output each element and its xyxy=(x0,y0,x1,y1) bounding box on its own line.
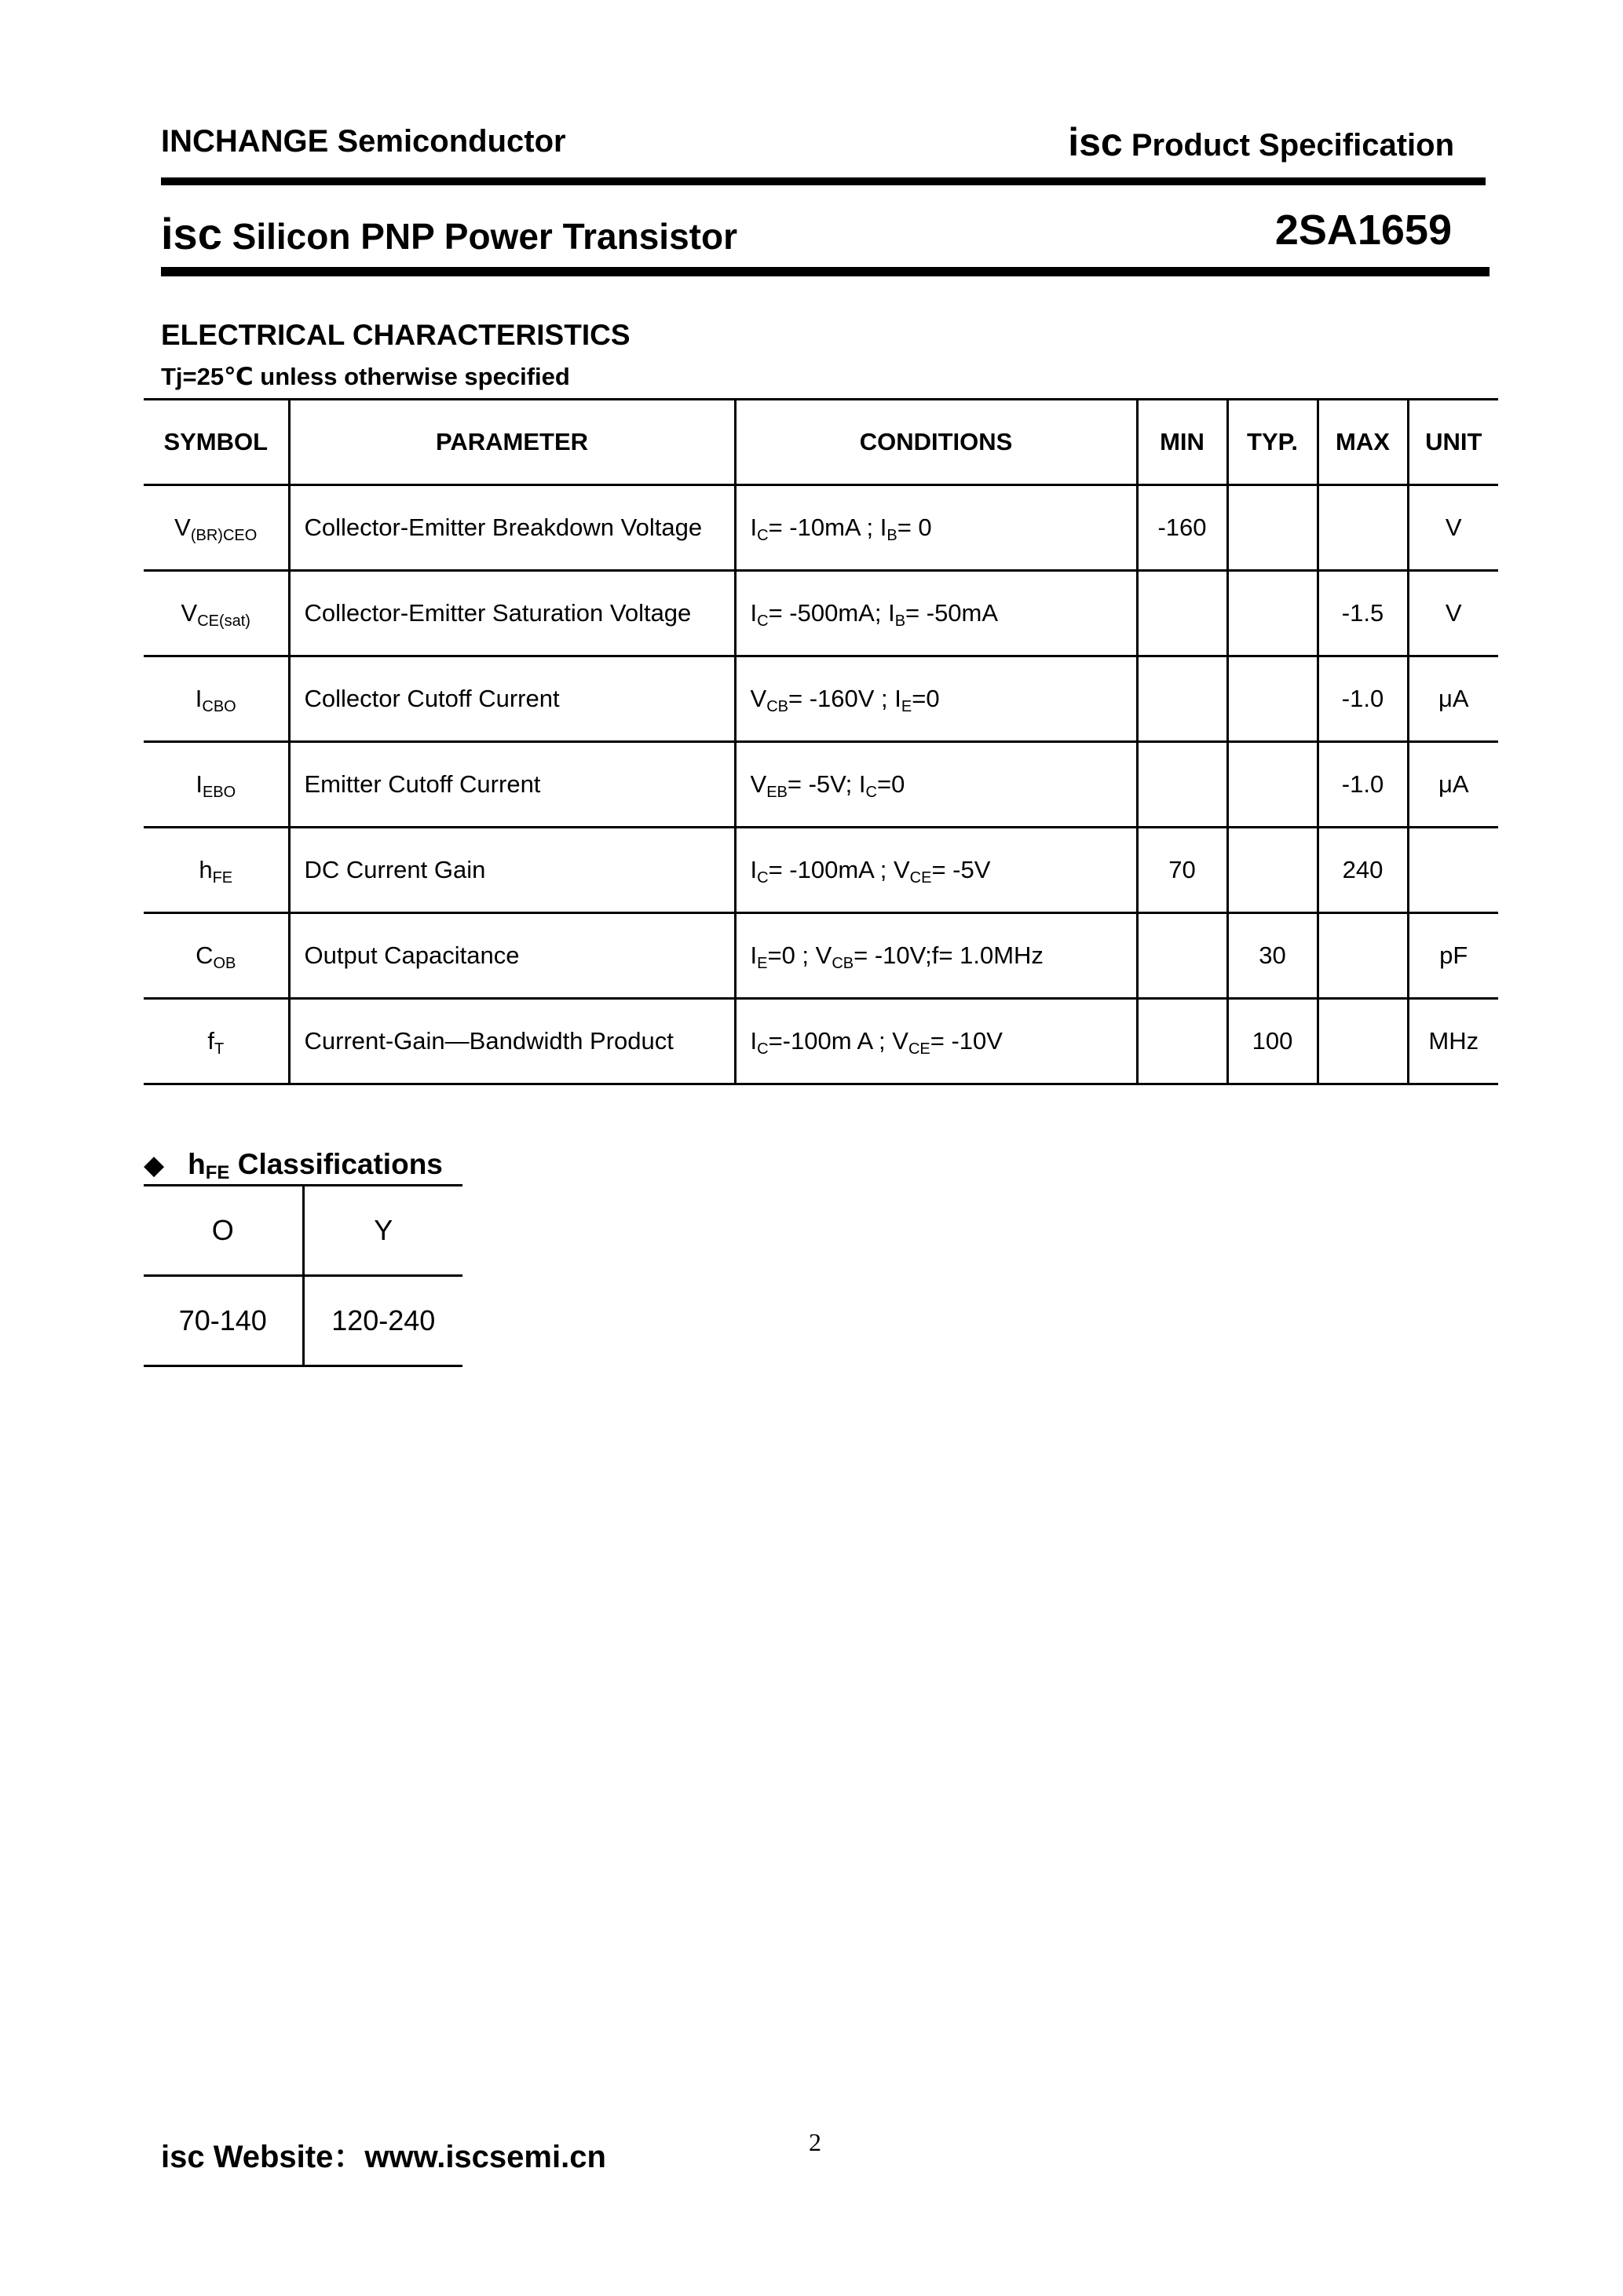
company-name: INCHANGE Semiconductor xyxy=(161,124,566,159)
symbol-cell: $I_{CBO}$ xyxy=(144,656,289,742)
min-cell xyxy=(1137,742,1227,828)
symbol-cell: $h_{FE}$ xyxy=(144,828,289,913)
table-row xyxy=(144,1276,462,1366)
table-row xyxy=(144,828,1498,913)
table-header-row xyxy=(144,400,1498,485)
typ-cell: 30 xyxy=(1227,913,1318,999)
conditions-cell: $V_{EB}= -5V$; $I_C=0$ xyxy=(735,742,1137,828)
typ-cell xyxy=(1227,485,1318,571)
condition-note: Tj=25℃ unless otherwise specified xyxy=(161,363,570,390)
table-row xyxy=(144,656,1498,742)
header-unit: UNIT xyxy=(1408,400,1498,485)
conditions-cell: $I_E=0$ ; $V_{CB}=$ -10V;f= 1.0MHz xyxy=(735,913,1137,999)
section-title: ELECTRICAL CHARACTERISTICS xyxy=(161,319,631,351)
parameter-cell: DC Current Gain xyxy=(289,828,735,913)
unit-cell: V xyxy=(1408,485,1498,571)
header-parameter: PARAMETER xyxy=(289,400,735,485)
max-cell: -1.0 xyxy=(1318,742,1408,828)
symbol-cell: $V_{CE(sat)}$ xyxy=(144,571,289,656)
parameter-cell: Emitter Cutoff Current xyxy=(289,742,735,828)
typ-cell xyxy=(1227,742,1318,828)
parameter-cell: Collector-Emitter Breakdown Voltage xyxy=(289,485,735,571)
unit-cell: μA xyxy=(1408,656,1498,742)
class-range-o: 70-140 xyxy=(144,1276,303,1366)
max-cell: 240 xyxy=(1318,828,1408,913)
conditions-cell: $I_C= -10mA$ ; $I_B= 0$ xyxy=(735,485,1137,571)
symbol-cell: $f_T$ xyxy=(144,999,289,1084)
unit-cell: MHz xyxy=(1408,999,1498,1084)
spec-brand: isc xyxy=(1068,120,1123,164)
parameter-cell: Output Capacitance xyxy=(289,913,735,999)
max-cell xyxy=(1318,913,1408,999)
table-row xyxy=(144,913,1498,999)
spec-heading xyxy=(1068,119,1454,165)
min-cell xyxy=(1137,656,1227,742)
table-row xyxy=(144,1186,462,1276)
title-rule xyxy=(161,267,1490,276)
conditions-cell: $V_{CB}= -160V$ ; $I_E=0$ xyxy=(735,656,1137,742)
typ-cell xyxy=(1227,828,1318,913)
typ-cell xyxy=(1227,656,1318,742)
hfe-classifications-title: ◆ $h_{FE}$ Classifications xyxy=(144,1148,443,1183)
part-number: 2SA1659 xyxy=(1274,207,1452,254)
table-row xyxy=(144,999,1498,1084)
header-symbol: SYMBOL xyxy=(144,400,289,485)
parameter-cell: Collector Cutoff Current xyxy=(289,656,735,742)
max-cell: -1.0 xyxy=(1318,656,1408,742)
class-label-y: Y xyxy=(303,1186,462,1276)
conditions-cell: $I_C= -100mA$ ; $V_{CE}= -5V$ xyxy=(735,828,1137,913)
min-cell xyxy=(1137,999,1227,1084)
parameter-cell: Current-Gain—Bandwidth Product xyxy=(289,999,735,1084)
unit-cell xyxy=(1408,828,1498,913)
min-cell xyxy=(1137,913,1227,999)
header-max: MAX xyxy=(1318,400,1408,485)
symbol-cell: $C_{OB}$ xyxy=(144,913,289,999)
spec-text: Product Specification xyxy=(1131,128,1454,163)
title-brand: isc xyxy=(161,209,222,258)
unit-cell: μA xyxy=(1408,742,1498,828)
footer-website: isc Website：www.iscsemi.cn xyxy=(161,2140,606,2174)
diamond-bullet-icon: ◆ xyxy=(144,1150,165,1180)
title-text: Silicon PNP Power Transistor xyxy=(232,216,737,257)
page-number: 2 xyxy=(809,2128,821,2156)
header-conditions: CONDITIONS xyxy=(735,400,1137,485)
header-typ: TYP. xyxy=(1227,400,1318,485)
table-row xyxy=(144,742,1498,828)
max-cell xyxy=(1318,999,1408,1084)
min-cell xyxy=(1137,571,1227,656)
header-min: MIN xyxy=(1137,400,1227,485)
typ-cell: 100 xyxy=(1227,999,1318,1084)
typ-cell xyxy=(1227,571,1318,656)
electrical-characteristics-table xyxy=(144,398,1498,1085)
table-row xyxy=(144,571,1498,656)
parameter-cell: Collector-Emitter Saturation Voltage xyxy=(289,571,735,656)
page-title xyxy=(161,208,737,259)
table-row xyxy=(144,485,1498,571)
symbol-cell: $V_{(BR)CEO}$ xyxy=(144,485,289,571)
class-label-o: O xyxy=(144,1186,303,1276)
min-cell: 70 xyxy=(1137,828,1227,913)
header-rule xyxy=(161,177,1486,185)
conditions-cell: $I_C=-100m$ A ; $V_{CE}= -10V$ xyxy=(735,999,1137,1084)
unit-cell: pF xyxy=(1408,913,1498,999)
symbol-cell: $I_{EBO}$ xyxy=(144,742,289,828)
max-cell: -1.5 xyxy=(1318,571,1408,656)
unit-cell: V xyxy=(1408,571,1498,656)
min-cell: -160 xyxy=(1137,485,1227,571)
max-cell xyxy=(1318,485,1408,571)
class-range-y: 120-240 xyxy=(303,1276,462,1366)
conditions-cell: $I_C= -500mA$; $I_B= -50mA$ xyxy=(735,571,1137,656)
hfe-classifications-table xyxy=(144,1184,462,1367)
